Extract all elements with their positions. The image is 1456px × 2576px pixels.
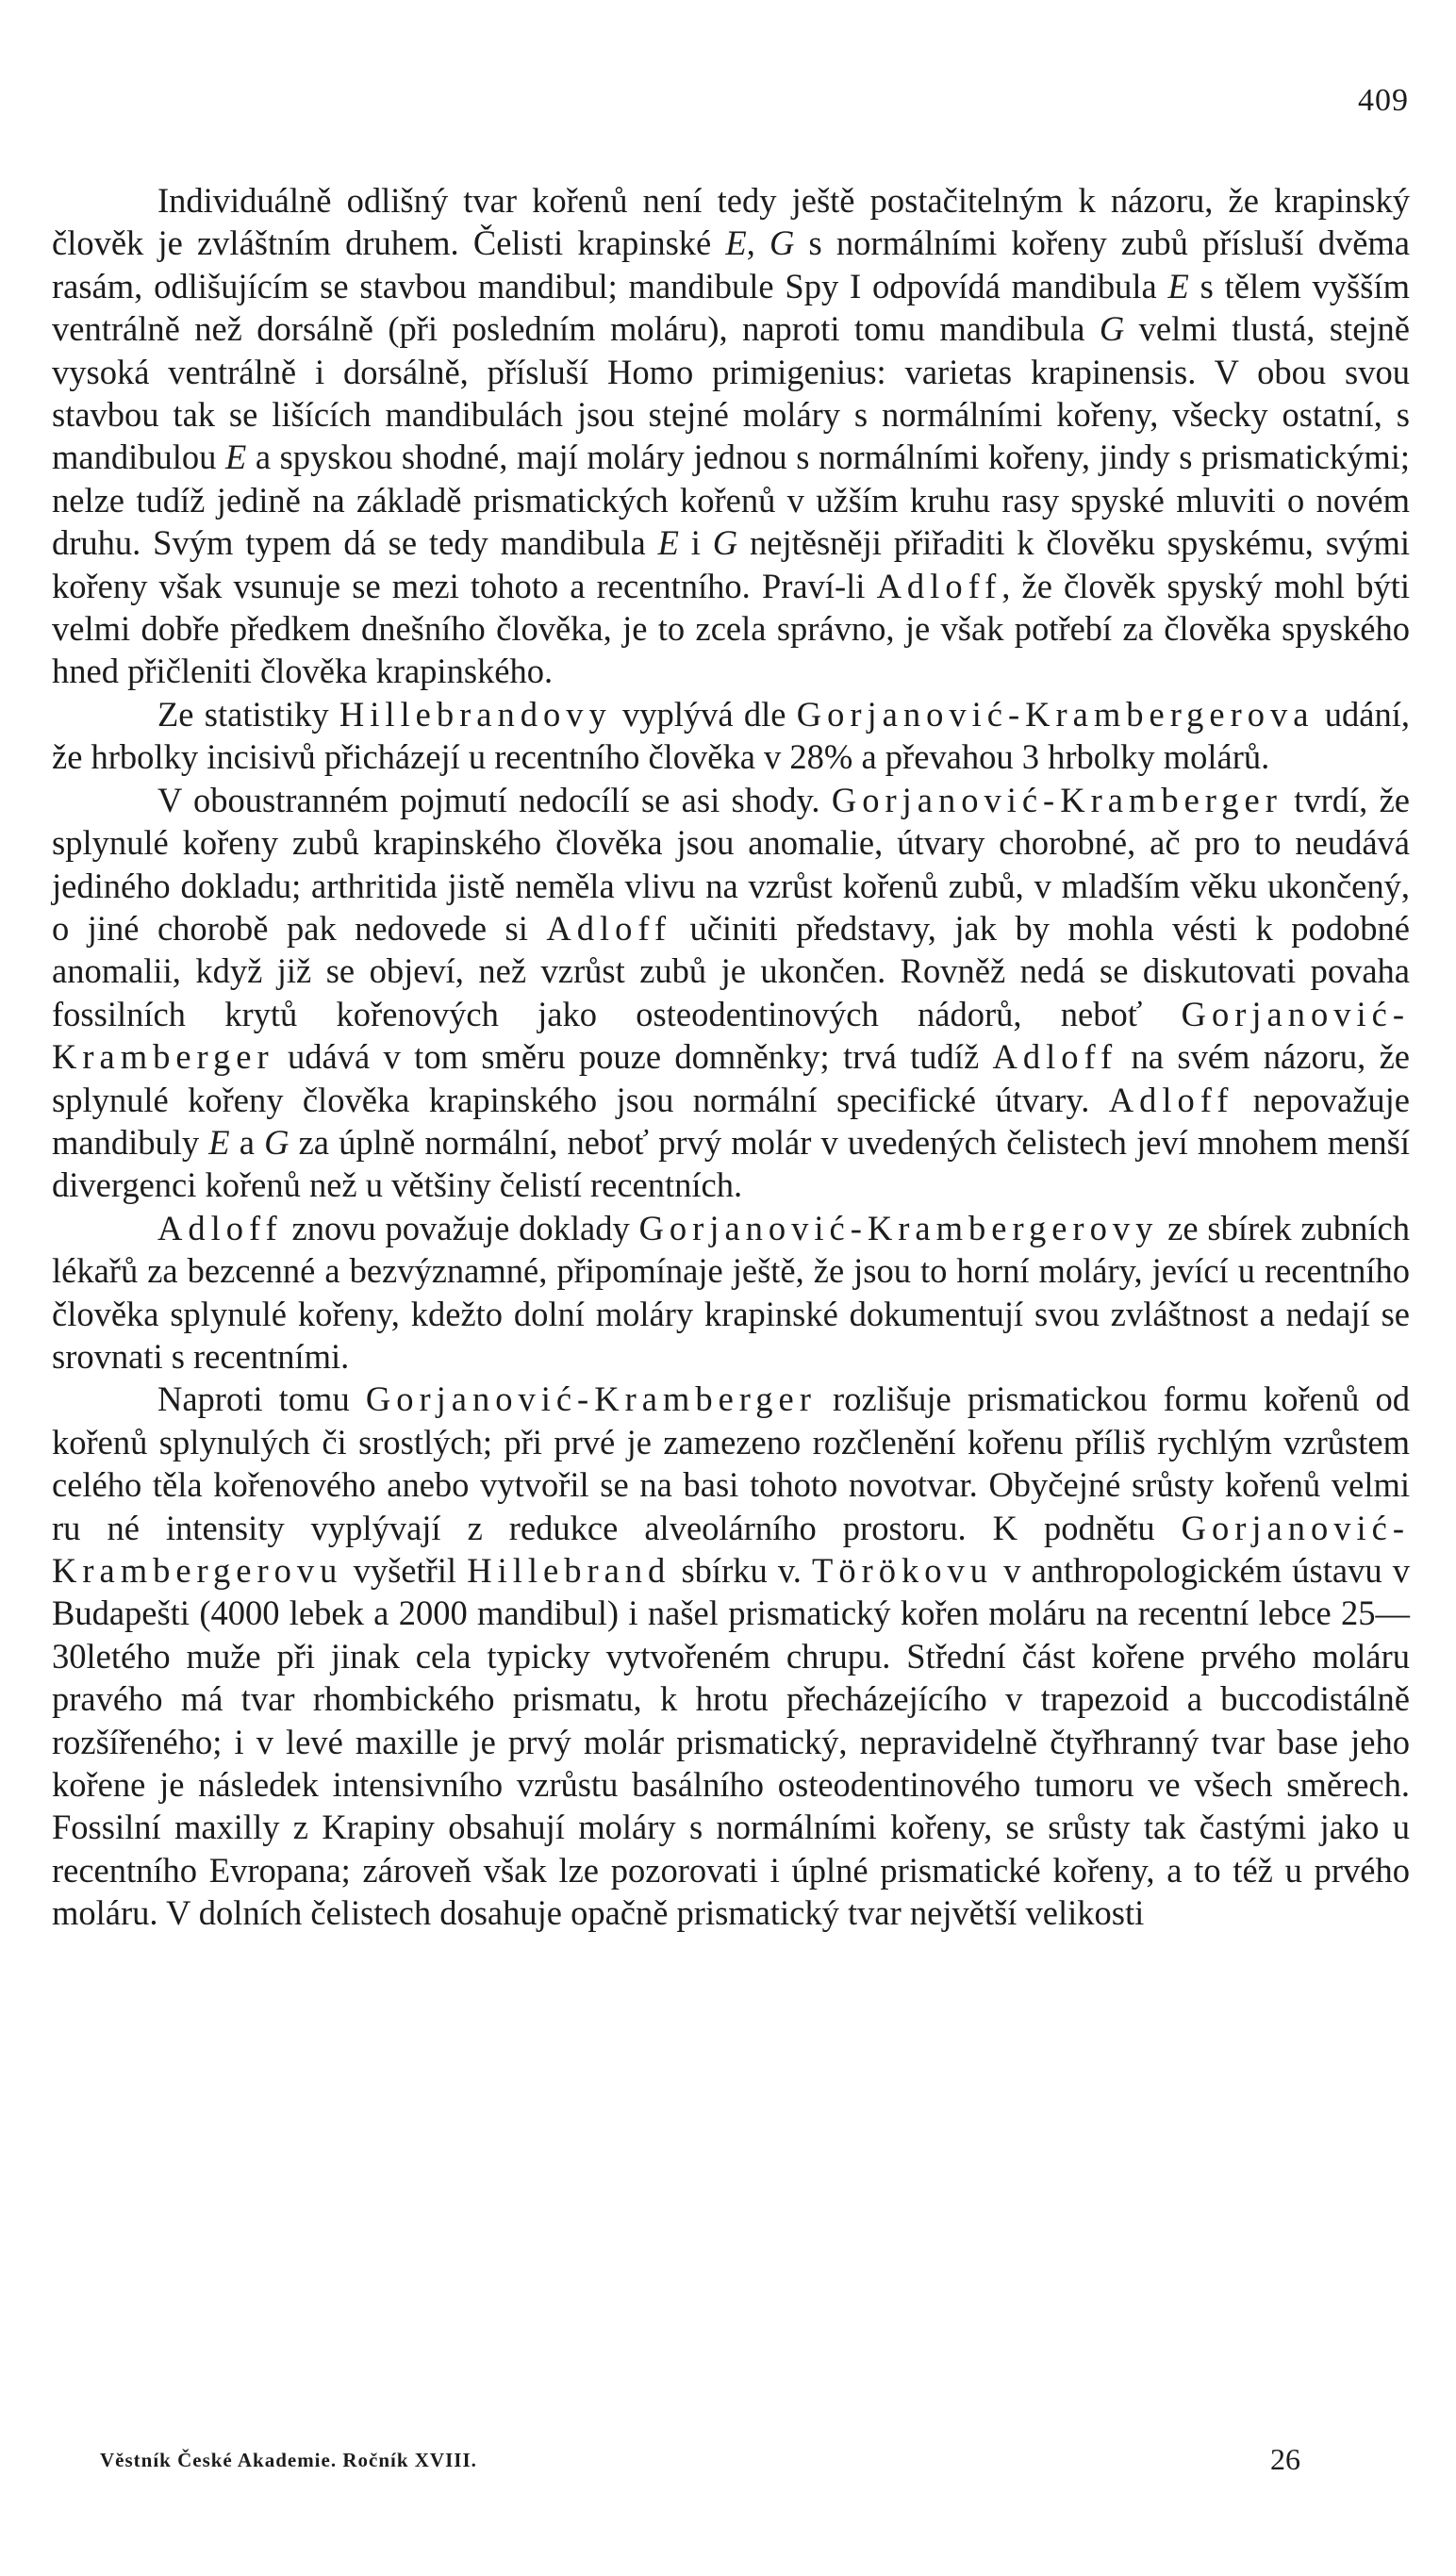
spaced-name: Adloff <box>546 908 671 948</box>
text-run: Ze statistiky <box>157 694 339 734</box>
text-run: vyplývá dle <box>611 694 797 734</box>
paragraph <box>52 179 1410 693</box>
spaced-name: Hillebrandovy <box>339 694 612 734</box>
spaced-name: Hillebrand <box>467 1551 671 1590</box>
text-run: i <box>678 523 713 563</box>
text-run: Individuálně odlišný tvar kořenů není tedy ještě postačitelným k názoru, že krapinský člověk je zvláštním druhem. Čelisti krapinské <box>52 181 1410 263</box>
text-run: učiniti představy, jak by mohla vésti k podobné anomalii, když již se objeví, než vzrůst zubů je ukončen. Rovněž nedá se diskutovati povaha fossilních krytů kořenových jako osteodentinových nádorů, neboť <box>52 908 1410 1033</box>
text-run: , že člověk spyský mohl býti velmi dobře předkem dnešního člověka, je to zcela správno, je však potřebí za člověka spyského hned přičleniti člověka krapinského. <box>52 566 1410 691</box>
spaced-name: Gorjanović-Krambergerovu <box>52 1508 1410 1590</box>
paragraph <box>52 779 1410 1207</box>
italic-letter: G <box>769 223 795 263</box>
journal-footer: Věstník České Akademie. Ročník XVIII. <box>100 2449 477 2471</box>
spaced-name: Törökovu <box>812 1551 993 1590</box>
spaced-name: Gorjanović-Kramberger <box>52 994 1410 1077</box>
text-run: vyšetřil <box>342 1551 468 1590</box>
italic-letter: G <box>1099 309 1125 349</box>
italic-letter: E <box>725 223 747 263</box>
body-text <box>52 179 1410 1935</box>
spaced-name: Adloff <box>157 1208 283 1247</box>
text-run: nepovažuje mandibuly <box>52 1080 1410 1162</box>
spaced-name: Adloff <box>876 566 1002 605</box>
text-run: sbírku v. <box>670 1551 813 1590</box>
italic-letter: E <box>208 1122 230 1162</box>
text-run: udání, že hrbolky incisivů přicházejí u recentního člověka v 28% a převahou 3 hrbolky molárů. <box>52 694 1411 777</box>
text-run: Naproti tomu <box>157 1379 366 1419</box>
text-run: za úplně normální, neboť prvý molár v uvedených čelistech jeví mnohem menší divergenci kořenů než u většiny čelistí recentních. <box>52 1122 1410 1205</box>
text-run: velmi tlustá, stejně vysoká ventrálně i dorsálně, přísluší Homo primigenius: varietas krapinensis. V obou svou stavbou tak se lišících mandibulách jsou stejné moláry s normálními kořeny, všecky ostatní, s mandibulou <box>52 309 1410 477</box>
italic-letter: E <box>657 523 679 563</box>
text-run: ze sbírek zubních lékařů za bezcenné a bezvýznamné, připomínaje ještě, že jsou to horní moláry, jevící u recentního člověka splynulé kořeny, kdežto dolní moláry krapinské dokumentují svou zvláštnost a nedají se srovnati s recentními. <box>52 1208 1410 1376</box>
paragraph <box>52 1207 1410 1379</box>
spaced-name: Gorjanović-Krambergerovy <box>638 1208 1159 1247</box>
spaced-name: Adloff <box>1108 1080 1234 1119</box>
text-run: s normálními kořeny zubů přísluší dvěma rasám, odlišujícím se stavbou mandibul; mandibule Spy I odpovídá mandibula <box>52 223 1410 305</box>
paragraph <box>52 693 1410 779</box>
text-run: , <box>746 223 770 263</box>
italic-letter: G <box>712 523 738 563</box>
text-run: s tělem vyšším ventrálně než dorsálně (při posledním moláru), naproti tomu mandibula <box>52 266 1410 349</box>
text-run: rozlišuje prismatickou formu kořenů od kořenů splynulých či srostlých; při prvé je zamezeno rozčlenění kořenu příliš rychlým vzrůstem celého těla kořenového anebo vytvořil se na basi tohoto novotvar. Obyčejné srůsty kořenů velmi ru né intensity vyplývají z redukce alveolárního prostoru. K podnětu <box>52 1379 1411 1547</box>
italic-letter: G <box>264 1122 290 1162</box>
text-run: na svém názoru, že splynulé kořeny člověka krapinského jsou normální specifické útvary. <box>52 1037 1410 1119</box>
spaced-name: Gorjanović-Kramberger <box>365 1379 817 1419</box>
spaced-name: Gorjanović-Kramberger <box>831 780 1282 819</box>
text-run: a <box>229 1122 265 1162</box>
signature-mark: 26 <box>1270 2442 1300 2476</box>
text-run: a spyskou shodné, mají moláry jednou s normálními kořeny, jindy s prismatickými; nelze tudíž jedině na základě prismatických kořenů v užším kruhu rasy spyské mluviti o novém druhu. Svým typem dá se tedy mandibula <box>52 438 1410 563</box>
page-number: 409 <box>1358 83 1409 118</box>
text-run: znovu považuje doklady <box>282 1208 639 1247</box>
text-run: tvrdí, že splynulé kořeny zubů krapinského člověka jsou anomalie, útvary chorobné, ač pro to neudává jediného dokladu; arthritida jistě neměla vlivu na vzrůst kořenů zubů, v mladším věku ukončený, o jiné chorobě pak nedovede si <box>52 780 1410 948</box>
text-run: udává v tom směru pouze domněnky; trvá tudíž <box>273 1037 993 1077</box>
italic-letter: E <box>1167 266 1189 305</box>
text-run: V oboustranném pojmutí nedocílí se asi shody. <box>157 780 832 819</box>
spaced-name: Gorjanović-Krambergerova <box>796 694 1315 734</box>
text-run: nejtěsněji přiřaditi k člověku spyskému, svými kořeny však vsunuje se mezi tohoto a recentního. Praví-li <box>52 523 1410 605</box>
text-run: v anthropologickém ústavu v Budapešti (4000 lebek a 2000 mandibul) i našel prismatický kořen moláru na recentní lebce 25—30letého muže při jinak cela typicky vytvořeném chrupu. Střední část kořene prvého moláru pravého má tvar rhombického prismatu, k hrotu přecházejícího v trapezoid a buccodistálně rozšířeného; i v levé maxille je prvý molár prismatický, nepravidelně čtyřhranný tvar base jeho kořene je následek intensivního vzrůstu basálního osteodentinového tumoru ve všech směrech. Fossilní maxilly z Krapiny obsahují moláry s normálními kořeny, se srůsty tak častými jako u recentního Evropana; zároveň však lze pozorovati i úplné prismatické kořeny, a to též u prvého moláru. V dolních čelistech dosahuje opačně prismatický tvar největší velikosti <box>52 1551 1410 1933</box>
paragraph <box>52 1378 1410 1934</box>
italic-letter: E <box>224 438 247 477</box>
spaced-name: Adloff <box>992 1037 1118 1077</box>
